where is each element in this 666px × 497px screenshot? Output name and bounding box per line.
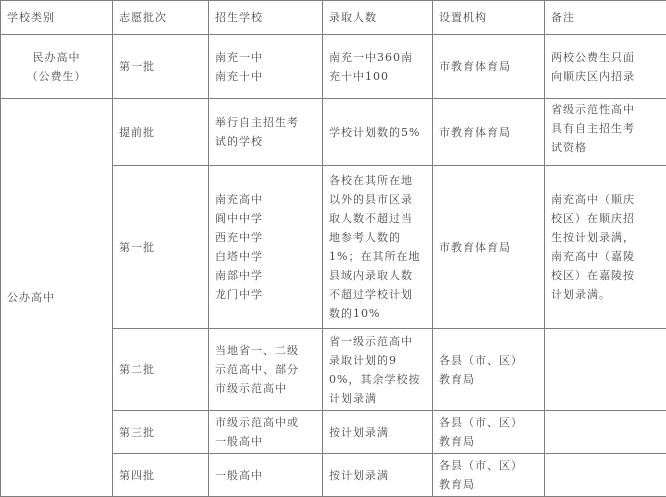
table-row — [1, 99, 666, 166]
cell-remarks: 南充高中（顺庆 校区）在顺庆招 生按计划录满， 南充高中（嘉陵 校区）在嘉陵按 计划录满。 — [545, 166, 666, 329]
cell-remarks — [545, 411, 666, 454]
header-school-type: 学校类别 — [1, 1, 113, 35]
cell-schools: 南充高中 阆中中学 西充中学 白塔中学 南部中学 龙门中学 — [209, 166, 323, 329]
cell-schools: 南充一中 南充十中 — [209, 35, 323, 99]
cell-admission-count: 按计划录满 — [323, 411, 433, 454]
cell-authority: 市教育体育局 — [433, 99, 545, 166]
cell-batch: 第二批 — [113, 329, 209, 411]
cell-batch: 第一批 — [113, 35, 209, 99]
cell-batch: 第四批 — [113, 454, 209, 497]
cell-schools: 一般高中 — [209, 454, 323, 497]
header-batch: 志愿批次 — [113, 1, 209, 35]
cell-admission-count: 按计划录满 — [323, 454, 433, 497]
cell-schools: 当地省一、二级 示范高中、部分 市级示范高中 — [209, 329, 323, 411]
cell-authority: 市教育体育局 — [433, 35, 545, 99]
cell-authority: 各县（市、区） 教育局 — [433, 411, 545, 454]
cell-authority: 市教育体育局 — [433, 166, 545, 329]
header-schools: 招生学校 — [209, 1, 323, 35]
cell-admission-count: 省一级示范高中 录取计划的9 0%，其余学校按 计划录满 — [323, 329, 433, 411]
header-authority: 设置机构 — [433, 1, 545, 35]
header-admission-count: 录取人数 — [323, 1, 433, 35]
cell-admission-count: 各校在其所在地 以外的县市区录 取人数不超过当 地参考人数的 1%；在其所在地 县域内录取人数 不超过学校计划 数的10% — [323, 166, 433, 329]
cell-authority: 各县（市、区） 教育局 — [433, 454, 545, 497]
cell-schools: 市级示范高中或 一般高中 — [209, 411, 323, 454]
cell-admission-count: 学校计划数的5% — [323, 99, 433, 166]
table-row — [1, 35, 666, 99]
header-remarks: 备注 — [545, 1, 666, 35]
cell-remarks — [545, 454, 666, 497]
cell-admission-count: 南充一中360南 充十中100 — [323, 35, 433, 99]
table-header-row — [1, 1, 666, 35]
cell-batch: 提前批 — [113, 99, 209, 166]
cell-remarks — [545, 329, 666, 411]
cell-batch: 第一批 — [113, 166, 209, 329]
cell-school-type: 公办高中 — [1, 99, 113, 497]
cell-school-type: 民办高中 （公费生） — [1, 35, 113, 99]
cell-remarks: 两校公费生只面 向顺庆区内招录 — [545, 35, 666, 99]
cell-batch: 第三批 — [113, 411, 209, 454]
cell-authority: 各县（市、区） 教育局 — [433, 329, 545, 411]
cell-remarks: 省级示范性高中 具有自主招生考 试资格 — [545, 99, 666, 166]
cell-schools: 举行自主招生考 试的学校 — [209, 99, 323, 166]
